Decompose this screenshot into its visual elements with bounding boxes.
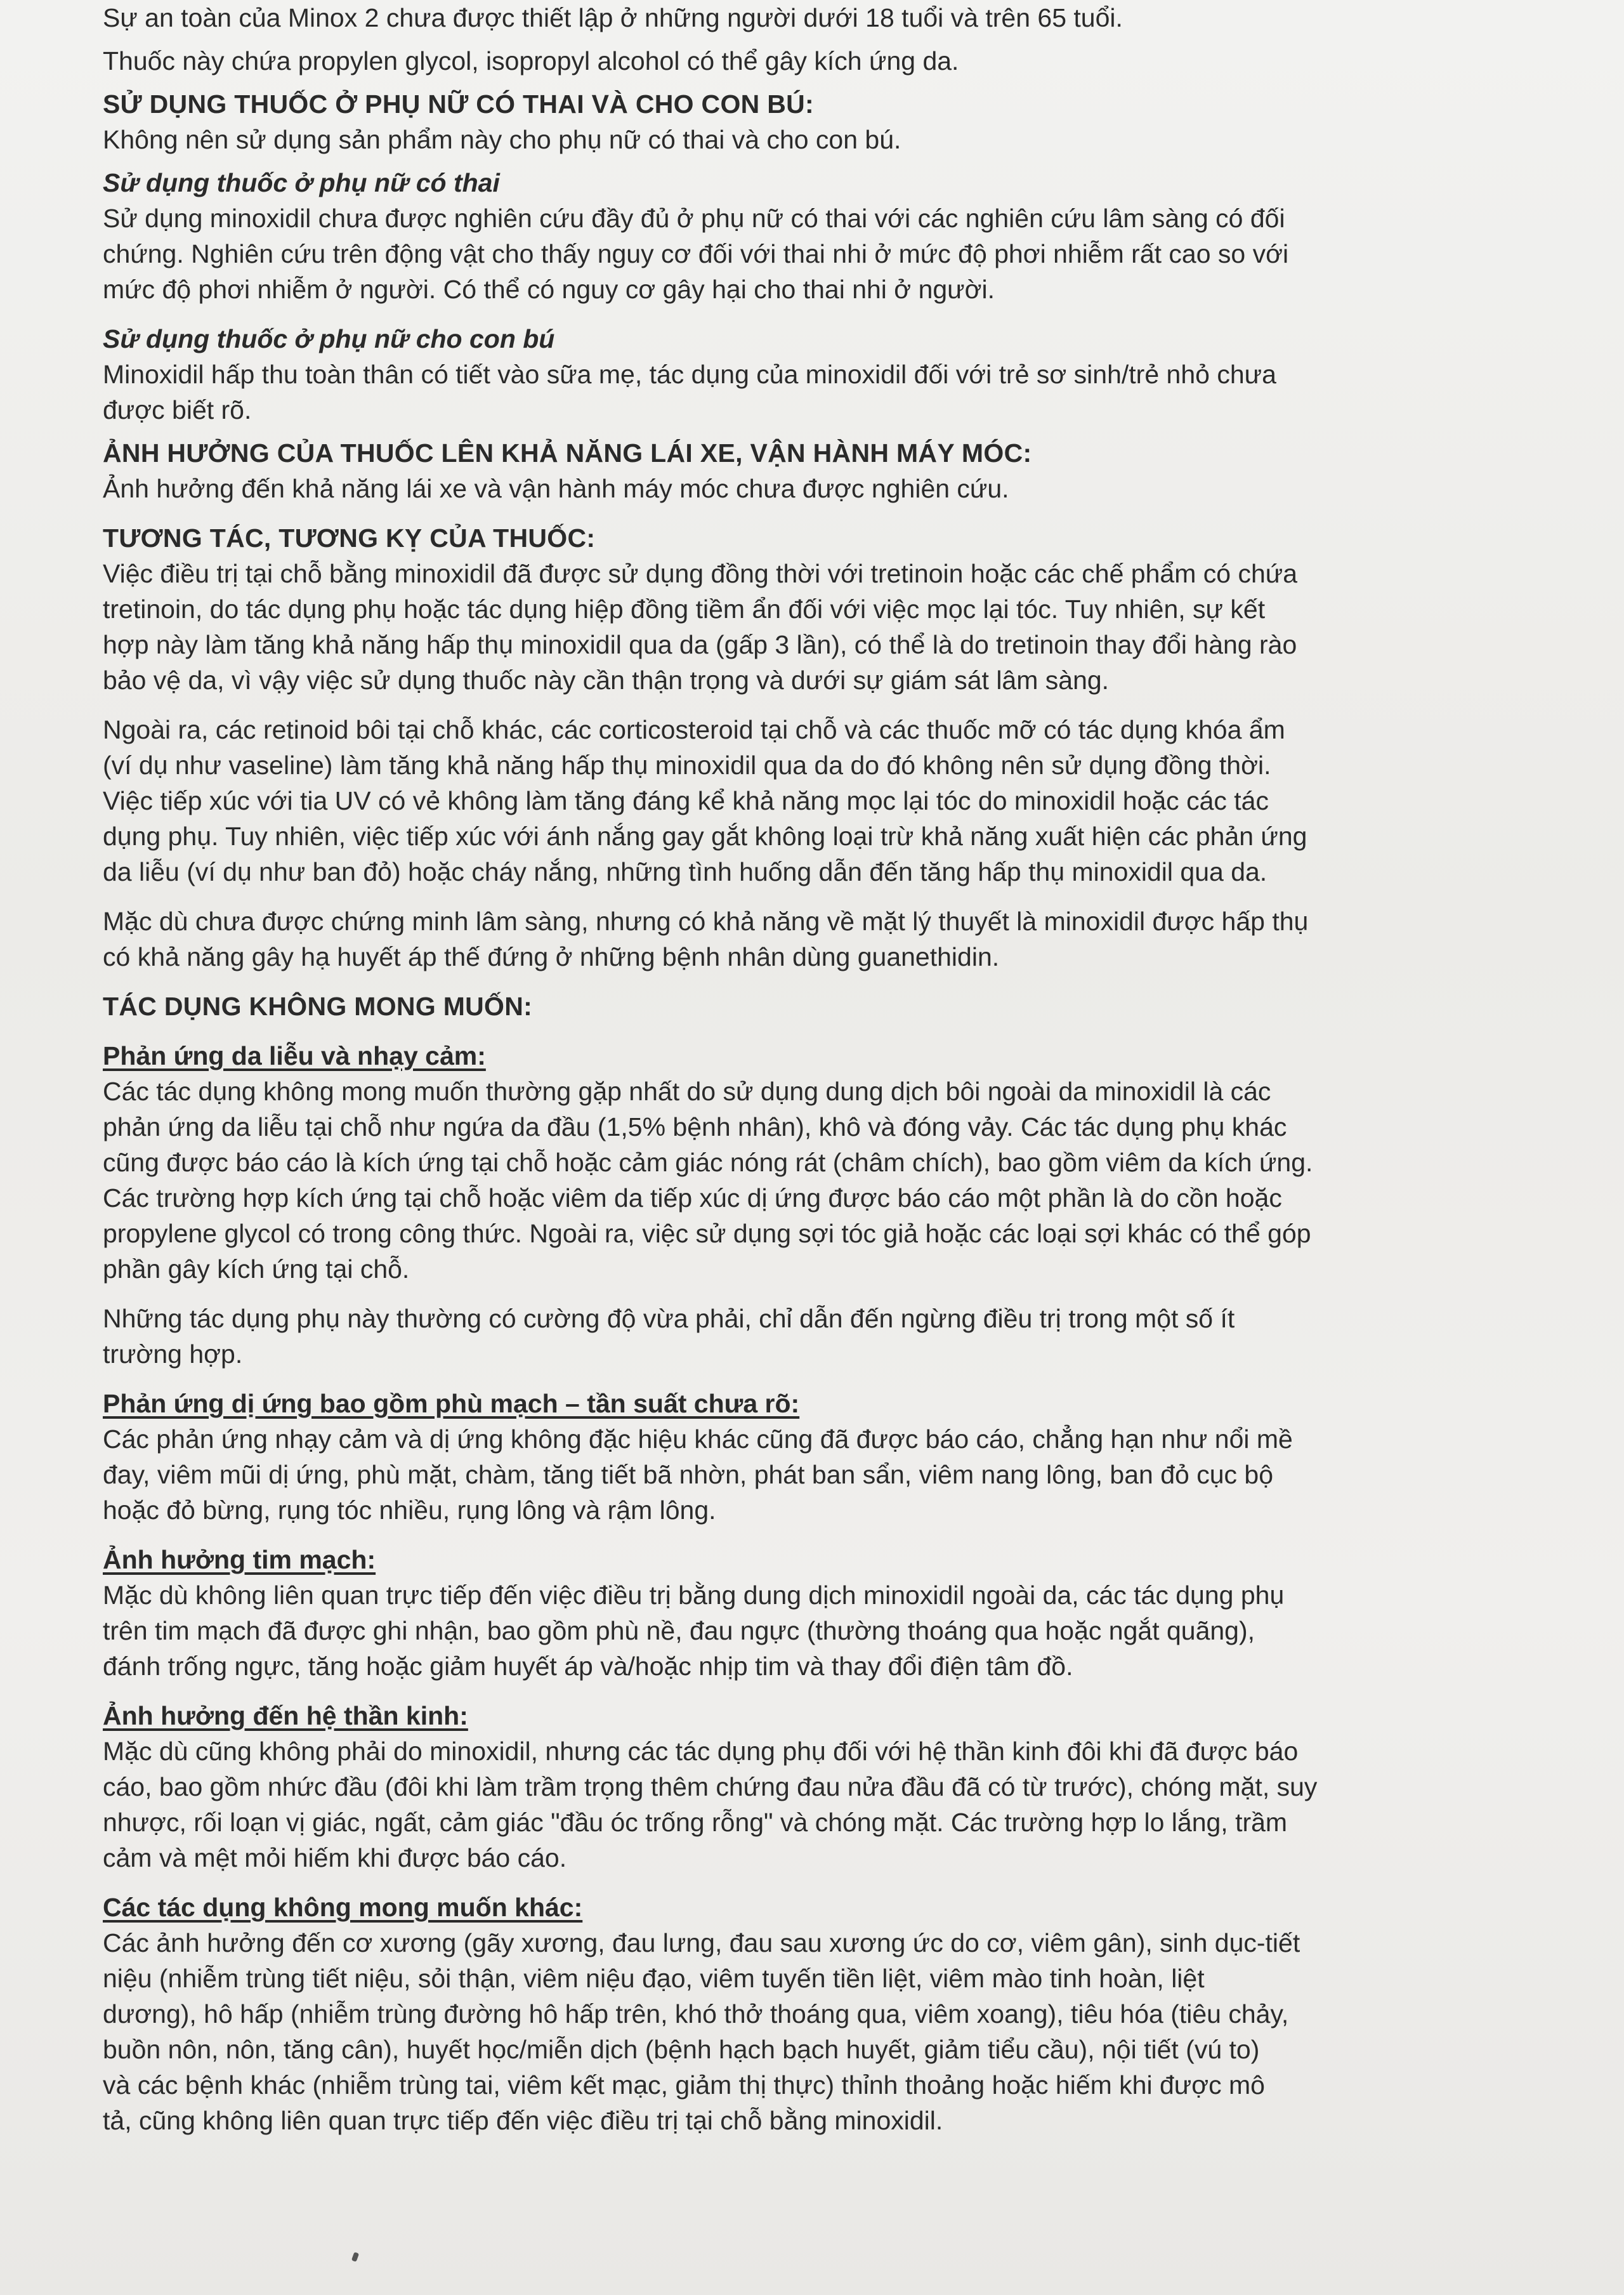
allergy-text-line: hoặc đỏ bừng, rụng tóc nhiều, rụng lông và rậm lông. [103, 1496, 716, 1525]
skin-text2-line: Những tác dụng phụ này thường có cường độ vừa phải, chỉ dẫn đến ngừng điều trị trong một số ít [103, 1304, 1235, 1333]
other-subheading: Các tác dụng không mong muốn khác: [103, 1893, 583, 1922]
other-text-line: buồn nôn, nôn, tăng cân), huyết học/miễn dịch (bệnh hạch bạch huyết, giảm tiểu cầu), nội tiết (vú to) [103, 2035, 1260, 2064]
interactions-p2-line: Việc tiếp xúc với tia UV có vẻ không làm tăng đáng kể khả năng mọc lại tóc do minoxidil hoặc các tác [103, 786, 1269, 815]
cardio-text-line: Mặc dù không liên quan trực tiếp đến việc điều trị bằng dung dịch minoxidil ngoài da, các tác dụng phụ [103, 1581, 1285, 1610]
neuro-text-line: Mặc dù cũng không phải do minoxidil, nhưng các tác dụng phụ đối với hệ thần kinh đôi khi đã được báo [103, 1737, 1299, 1766]
interactions-p1-line: tretinoin, do tác dụng phụ hoặc tác dụng hiệp đồng tiềm ẩn đối với việc mọc lại tóc. Tuy nhiên, sự kết [103, 595, 1266, 624]
cardio-text-line: đánh trống ngực, tăng hoặc giảm huyết áp và/hoặc nhịp tim và thay đổi điện tâm đồ. [103, 1652, 1073, 1681]
interactions-p1-line: hợp này làm tăng khả năng hấp thụ minoxidil qua da (gấp 3 lần), có thể là do tretinoin thay đổi hàng rào [103, 630, 1297, 659]
allergy-subheading: Phản ứng dị ứng bao gồm phù mạch – tần suất chưa rõ: [103, 1389, 800, 1418]
skin-text-line: phản ứng da liễu tại chỗ như ngứa da đầu (1,5% bệnh nhân), khô và đóng vảy. Các tác dụng phụ khác [103, 1112, 1287, 1141]
skin-text-line: propylene glycol có trong công thức. Ngoài ra, việc sử dụng sợi tóc giả hoặc các loại sợi khác có thể góp [103, 1219, 1311, 1248]
excipient-line: Thuốc này chứa propylen glycol, isopropyl alcohol có thể gây kích ứng da. [103, 46, 959, 76]
pregnant-text-line: mức độ phơi nhiễm ở người. Có thể có nguy cơ gây hại cho thai nhi ở người. [103, 275, 995, 304]
other-text-line: tả, cũng không liên quan trực tiếp đến việc điều trị tại chỗ bằng minoxidil. [103, 2106, 943, 2135]
skin-text2-line: trường hợp. [103, 1339, 243, 1369]
other-text-line: niệu (nhiễm trùng tiết niệu, sỏi thận, viêm niệu đạo, viêm tuyến tiền liệt, viêm mào tinh hoàn, liệt [103, 1964, 1205, 1993]
other-text-line: và các bệnh khác (nhiễm trùng tai, viêm kết mạc, giảm thị thực) thỉnh thoảng hoặc hiếm khi được mô [103, 2070, 1265, 2100]
interactions-p3-line: Mặc dù chưa được chứng minh lâm sàng, nhưng có khả năng về mặt lý thuyết là minoxidil được hấp thụ [103, 907, 1309, 936]
driving-text: Ảnh hưởng đến khả năng lái xe và vận hành máy móc chưa được nghiên cứu. [103, 474, 1009, 503]
safety-age-line: Sự an toàn của Minox 2 chưa được thiết lập ở những người dưới 18 tuổi và trên 65 tuổi. [103, 3, 1123, 32]
interactions-p2-line: Ngoài ra, các retinoid bôi tại chỗ khác, các corticosteroid tại chỗ và các thuốc mỡ có tác dụng khóa ẩm [103, 715, 1285, 744]
skin-text-line: phần gây kích ứng tại chỗ. [103, 1254, 410, 1284]
driving-heading: ẢNH HƯỞNG CỦA THUỐC LÊN KHẢ NĂNG LÁI XE, VẬN HÀNH MÁY MÓC: [103, 438, 1032, 468]
neuro-text-line: nhược, rối loạn vị giác, ngất, cảm giác "đầu óc trống rỗng" và chóng mặt. Các trường hợp lo lắng, trầm [103, 1808, 1288, 1837]
cardio-text-line: trên tim mạch đã được ghi nhận, bao gồm phù nề, đau ngực (thường thoáng qua hoặc ngắt quãng), [103, 1616, 1255, 1645]
interactions-p2-line: da liễu (ví dụ như ban đỏ) hoặc cháy nắng, những tình huống dẫn đến tăng hấp thụ minoxidil qua da. [103, 857, 1267, 886]
interactions-p1-line: bảo vệ da, vì vậy việc sử dụng thuốc này cần thận trọng và dưới sự giám sát lâm sàng. [103, 666, 1110, 695]
breastfeeding-text-line: được biết rõ. [103, 395, 252, 424]
adverse-heading: TÁC DỤNG KHÔNG MONG MUỐN: [103, 992, 533, 1021]
interactions-p2-line: dụng phụ. Tuy nhiên, việc tiếp xúc với ánh nắng gay gắt không loại trừ khả năng xuất hiện các phản ứng [103, 822, 1307, 851]
neuro-subheading: Ảnh hưởng đến hệ thần kinh: [103, 1701, 468, 1730]
neuro-text-line: cảm và mệt mỏi hiếm khi được báo cáo. [103, 1843, 567, 1872]
interactions-heading: TƯƠNG TÁC, TƯƠNG KỴ CỦA THUỐC: [103, 523, 596, 553]
breastfeeding-subheading: Sử dụng thuốc ở phụ nữ cho con bú [103, 324, 555, 353]
skin-text-line: cũng được báo cáo là kích ứng tại chỗ hoặc cảm giác nóng rát (châm chích), bao gồm viêm da kích ứng. [103, 1148, 1313, 1177]
other-text-line: Các ảnh hưởng đến cơ xương (gãy xương, đau lưng, đau sau xương ức do cơ, viêm gân), sinh dục-tiết [103, 1928, 1300, 1957]
allergy-text-line: Các phản ứng nhạy cảm và dị ứng không đặc hiệu khác cũng đã được báo cáo, chẳng hạn như nổi mề [103, 1424, 1293, 1454]
neuro-text-line: cáo, bao gồm nhức đầu (đôi khi làm trầm trọng thêm chứng đau nửa đầu đã có từ trước), chóng mặt, suy [103, 1772, 1318, 1801]
allergy-text-line: đay, viêm mũi dị ứng, phù mặt, chàm, tăng tiết bã nhờn, phát ban sẩn, viêm nang lông, ban đỏ cục bộ [103, 1460, 1274, 1489]
interactions-p1-line: Việc điều trị tại chỗ bằng minoxidil đã được sử dụng đồng thời với tretinoin hoặc các chế phẩm có chứa [103, 559, 1297, 588]
leaflet-content [103, 0, 1517, 2138]
cardio-subheading: Ảnh hưởng tim mạch: [103, 1545, 376, 1574]
interactions-p3-line: có khả năng gây hạ huyết áp thế đứng ở những bệnh nhân dùng guanethidin. [103, 942, 1000, 971]
skin-text-line: Các trường hợp kích ứng tại chỗ hoặc viêm da tiếp xúc dị ứng được báo cáo một phần là do cồn hoặc [103, 1183, 1282, 1213]
pregnant-text-line: chứng. Nghiên cứu trên động vật cho thấy nguy cơ đối với thai nhi ở mức độ phơi nhiễm rất cao so với [103, 239, 1289, 268]
ink-speck [351, 2252, 359, 2262]
other-text-line: dương), hô hấp (nhiễm trùng đường hô hấp trên, khó thở thoáng qua, viêm xoang), tiêu hóa (tiêu chảy, [103, 1999, 1289, 2029]
skin-text-line: Các tác dụng không mong muốn thường gặp nhất do sử dụng dung dịch bôi ngoài da minoxidil là các [103, 1077, 1271, 1106]
breastfeeding-text-line: Minoxidil hấp thu toàn thân có tiết vào sữa mẹ, tác dụng của minoxidil đối với trẻ sơ sinh/trẻ nhỏ chưa [103, 360, 1276, 389]
pregnancy-heading: SỬ DỤNG THUỐC Ở PHỤ NỮ CÓ THAI VÀ CHO CON BÚ: [103, 89, 814, 119]
pregnancy-intro: Không nên sử dụng sản phẩm này cho phụ nữ có thai và cho con bú. [103, 125, 901, 154]
pregnant-subheading: Sử dụng thuốc ở phụ nữ có thai [103, 168, 500, 197]
interactions-p2-line: (ví dụ như vaseline) làm tăng khả năng hấp thụ minoxidil qua da do đó không nên sử dụng đồng thời. [103, 751, 1271, 780]
skin-subheading: Phản ứng da liễu và nhạy cảm: [103, 1041, 486, 1070]
pregnant-text-line: Sử dụng minoxidil chưa được nghiên cứu đầy đủ ở phụ nữ có thai với các nghiên cứu lâm sàng có đối [103, 204, 1285, 233]
